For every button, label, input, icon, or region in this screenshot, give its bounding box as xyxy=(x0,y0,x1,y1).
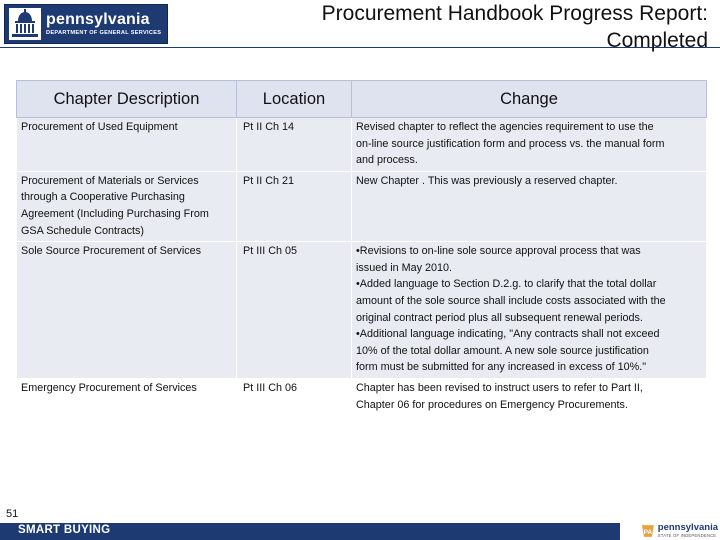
page-title xyxy=(208,0,708,54)
logo-subtitle: DEPARTMENT OF GENERAL SERVICES xyxy=(46,29,162,36)
table-row xyxy=(17,242,707,379)
change-line: original contract period plus all subsequent renewal periods. xyxy=(356,311,643,324)
title-line-1: Procurement Handbook Progress Report: xyxy=(321,2,708,25)
description-line: GSA Schedule Contracts) xyxy=(21,224,145,237)
description-line: Agreement (Including Purchasing From xyxy=(21,207,209,220)
location-cell: Pt III Ch 05 xyxy=(237,242,352,379)
change-line: •Added language to Section D.2.g. to clarify that the total dollar xyxy=(356,278,657,291)
header-chapter-description: Chapter Description xyxy=(17,81,237,118)
description-line: Procurement of Used Equipment xyxy=(21,121,178,133)
logo-name: pennsylvania xyxy=(46,10,150,28)
header-location: Location xyxy=(237,81,352,118)
change-line: and process. xyxy=(356,154,418,167)
description-line: Emergency Procurement of Services xyxy=(21,382,197,395)
change-cell xyxy=(352,171,707,241)
change-line: on-line source justification form and process vs. the manual form xyxy=(356,137,665,150)
description-cell xyxy=(17,118,237,172)
table-row xyxy=(17,118,707,172)
pa-keystone-icon xyxy=(640,523,656,539)
pa-state-logo xyxy=(640,521,718,540)
change-cell xyxy=(352,379,707,419)
change-line: •Revisions to on-line sole source approval process that was xyxy=(356,245,641,258)
table-header-row xyxy=(17,81,707,118)
smart-buying-bar xyxy=(0,523,620,540)
change-line: Revised chapter to reflect the agencies requirement to use the xyxy=(356,121,654,133)
change-line: Chapter has been revised to instruct users to refer to Part II, xyxy=(356,382,643,395)
location-cell: Pt III Ch 06 xyxy=(237,379,352,419)
smart-buying-label: SMART BUYING xyxy=(18,524,111,536)
description-line: Procurement of Materials or Services xyxy=(21,174,199,187)
change-line: 10% of the total dollar amount. A new sole source justification xyxy=(356,344,649,357)
header-band xyxy=(0,0,720,52)
title-line-2: Completed xyxy=(606,29,708,52)
description-cell xyxy=(17,242,237,379)
pa-logo-name: pennsylvania xyxy=(657,522,718,534)
change-cell xyxy=(352,118,707,172)
capitol-dome-icon xyxy=(8,7,42,41)
change-line: •Additional language indicating, "Any contracts shall not exceed xyxy=(356,328,660,341)
description-line: Sole Source Procurement of Services xyxy=(21,245,202,258)
location-cell: Pt II Ch 21 xyxy=(237,171,352,241)
change-line: amount of the sole source shall include costs associated with the xyxy=(356,294,666,307)
description-line: through a Cooperative Purchasing xyxy=(21,191,185,204)
description-cell xyxy=(17,171,237,241)
pa-logo-subtitle: STATE OF INDEPENDENCE xyxy=(657,532,717,538)
svg-text:PA: PA xyxy=(643,528,653,536)
change-line: New Chapter . This was previously a reserved chapter. xyxy=(356,174,618,187)
change-line: issued in May 2010. xyxy=(356,261,453,274)
table-row xyxy=(17,171,707,241)
description-cell xyxy=(17,379,237,419)
header-change: Change xyxy=(352,81,707,118)
change-cell xyxy=(352,242,707,379)
change-line: form must be submitted for any increased in excess of 10%." xyxy=(356,361,647,374)
change-line: Chapter 06 for procedures on Emergency Procurements. xyxy=(356,398,628,411)
location-cell: Pt II Ch 14 xyxy=(237,118,352,172)
page-number: 51 xyxy=(6,508,19,520)
progress-table xyxy=(16,80,707,419)
table-row xyxy=(17,379,707,419)
pennsylvania-dgs-logo xyxy=(4,4,168,44)
